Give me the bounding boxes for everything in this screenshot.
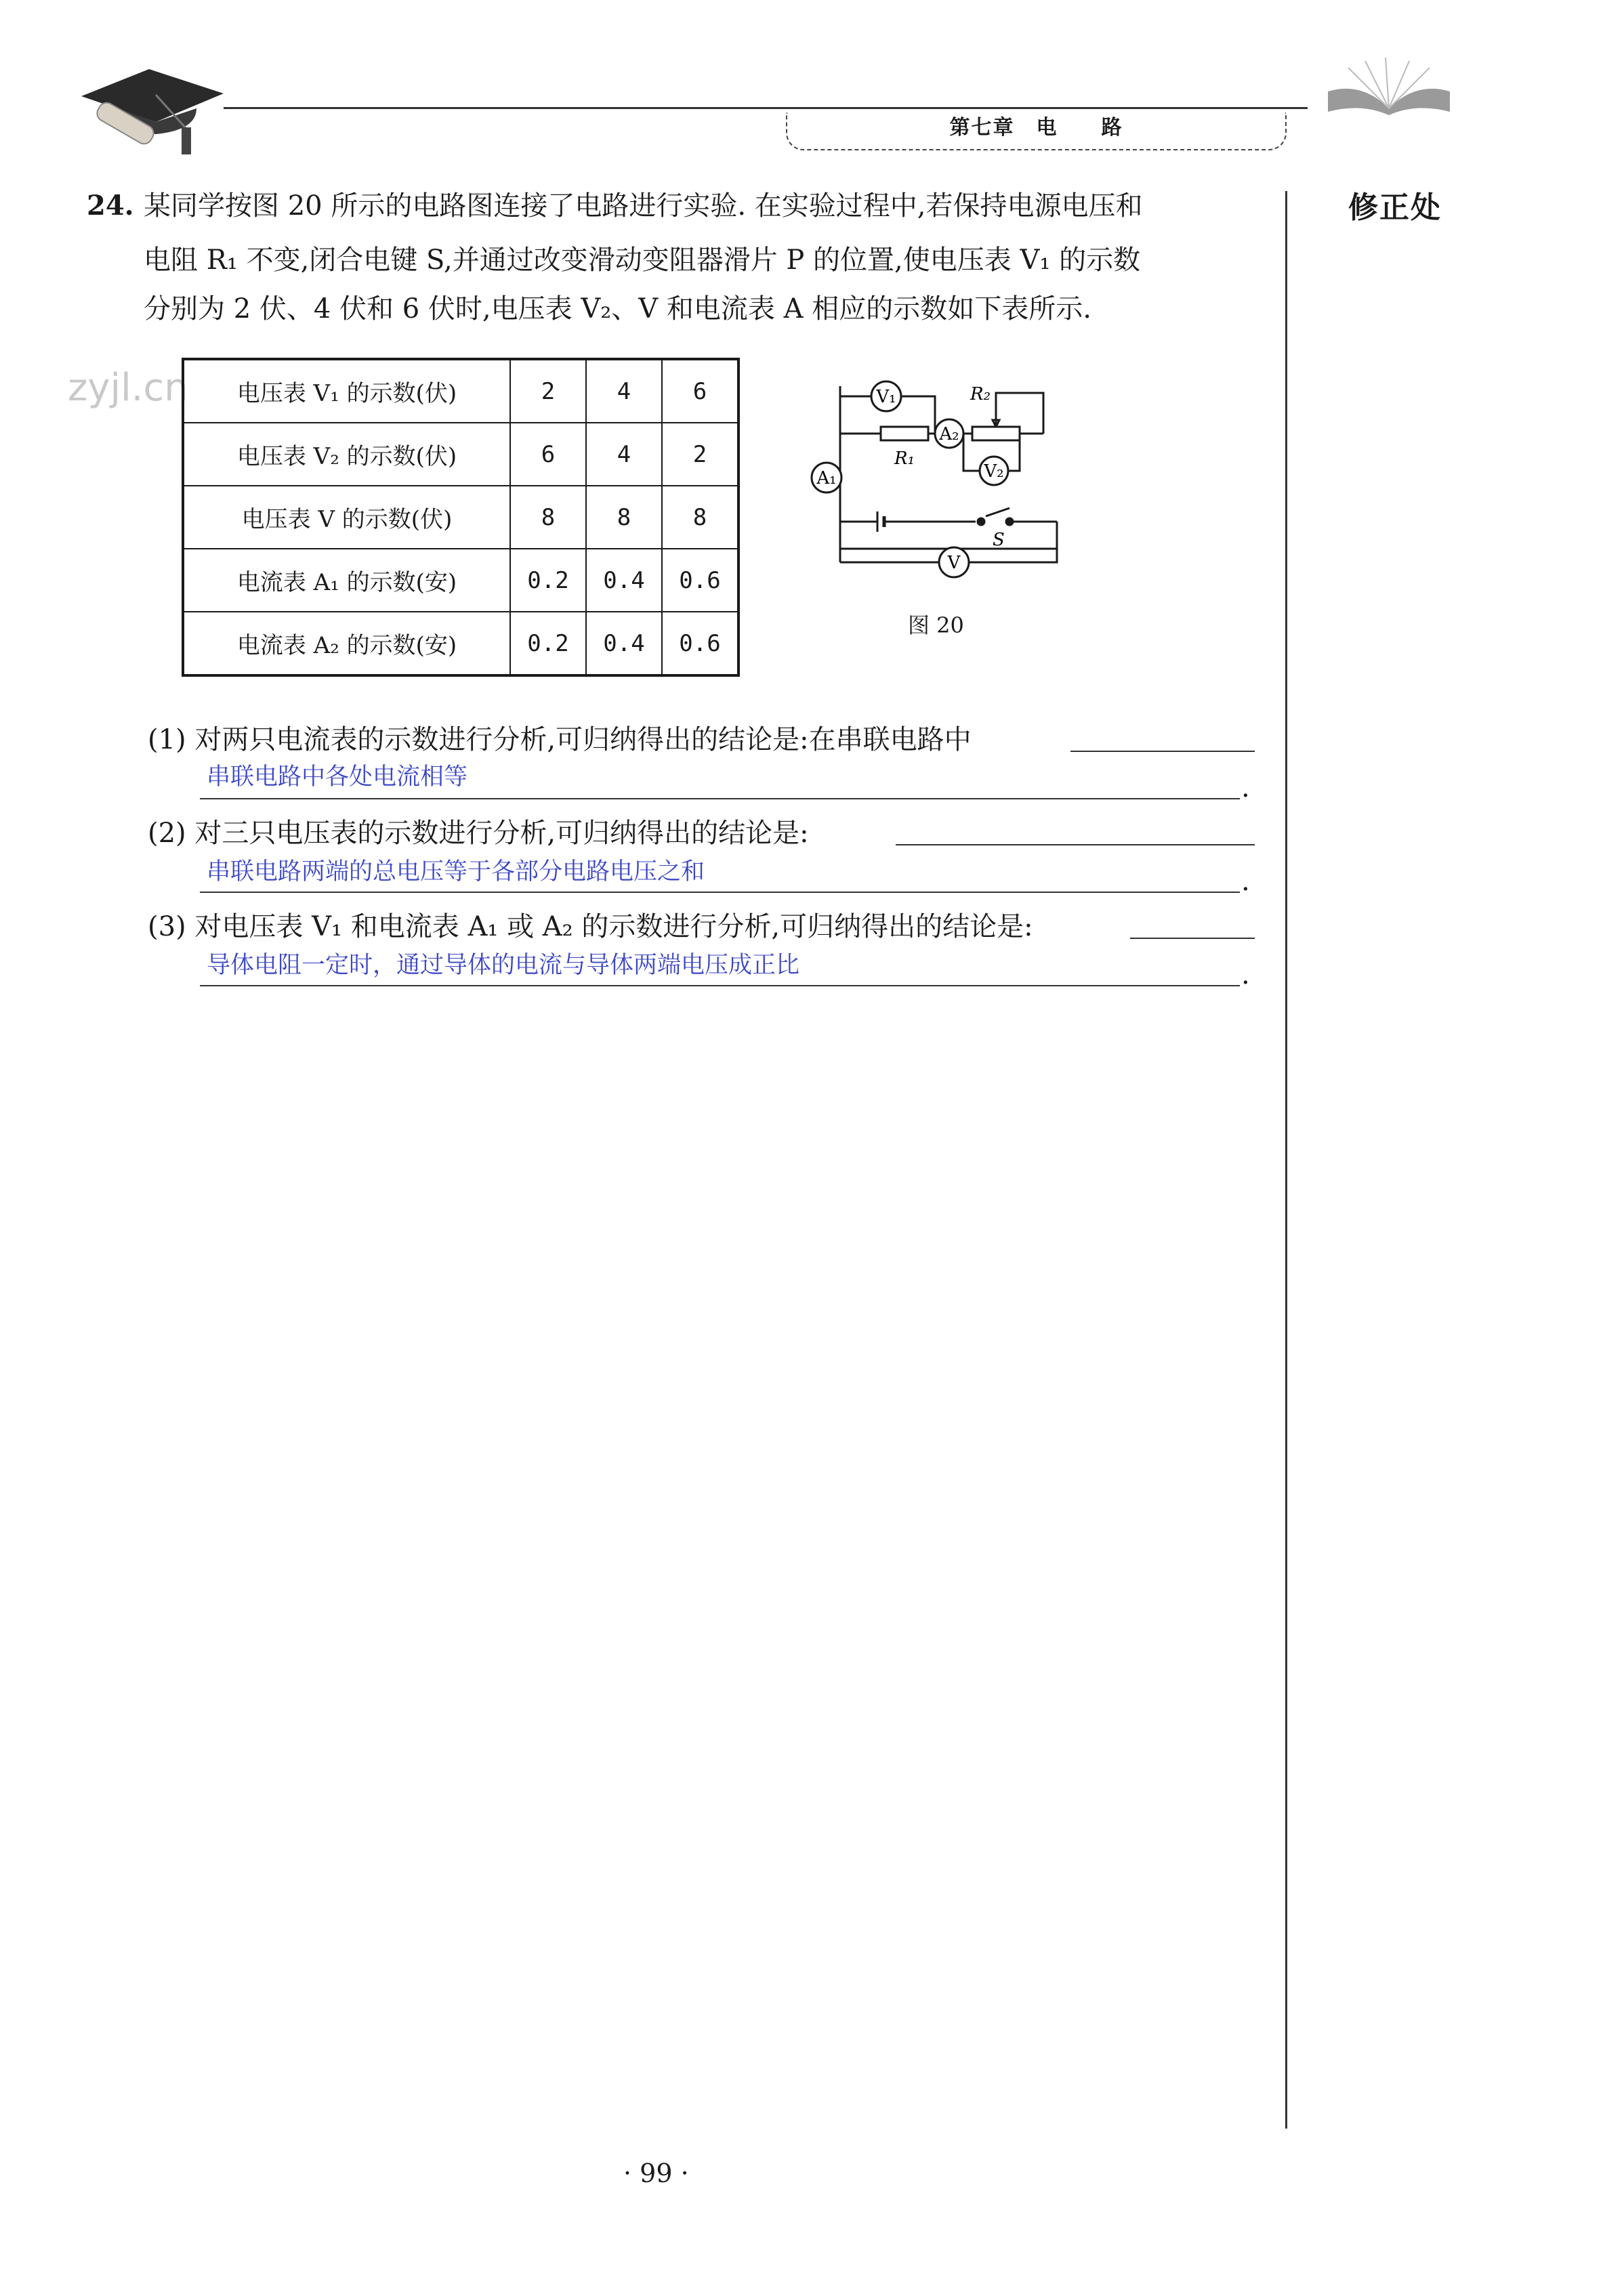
table-cell: 4 [586, 359, 662, 423]
handwritten-answer: 串联电路中各处电流相等 [207, 763, 468, 791]
r2-label: R₂ [970, 384, 991, 404]
answer-blank [896, 844, 1255, 845]
table-cell: 6 [662, 359, 738, 423]
row-label: 电压表 V₂ 的示数(伏) [183, 423, 510, 486]
subquestion-prompt: (1) 对两只电流表的示数进行分析,可归纳得出的结论是:在串联电路中 [148, 724, 972, 755]
subquestion-prompt: (2) 对三只电压表的示数进行分析,可归纳得出的结论是: [148, 818, 809, 849]
question-text-line: 分别为 2 伏、4 伏和 6 伏时,电压表 V₂、V 和电流表 A 相应的示数如下表所示. [144, 293, 1091, 324]
answer-blank [1070, 751, 1255, 752]
page-number: · 99 · [623, 2158, 689, 2188]
handwritten-answer: 串联电路两端的总电压等于各部分电路电压之和 [207, 858, 705, 885]
r1-label: R₁ [894, 448, 915, 469]
header-rule [224, 107, 1308, 109]
table-row [183, 549, 738, 612]
answer-blank [200, 892, 1240, 893]
table-cell: 2 [662, 423, 738, 486]
question-number: 24. [87, 190, 134, 222]
margin-divider [1285, 191, 1287, 2129]
switch-label: S [993, 530, 1005, 550]
chapter-title: 第七章 电 路 [786, 112, 1287, 150]
table-cell: 6 [510, 423, 586, 486]
end-period: . [1241, 772, 1250, 803]
table-cell: 0.6 [662, 549, 738, 612]
row-label: 电压表 V₁ 的示数(伏) [183, 359, 510, 423]
open-book-icon [1321, 54, 1457, 115]
answer-blank [200, 985, 1240, 986]
subquestion-prompt: (3) 对电压表 V₁ 和电流表 A₁ 或 A₂ 的示数进行分析,可归纳得出的结论是: [148, 911, 1033, 942]
question-text-line: 某同学按图 20 所示的电路图连接了电路进行实验. 在实验过程中,若保持电源电压和 [144, 190, 1143, 222]
v2-label: V₂ [984, 461, 1004, 482]
table-cell: 0.2 [510, 612, 586, 675]
row-label: 电流表 A₁ 的示数(安) [183, 549, 510, 612]
question-text-line: 电阻 R₁ 不变,闭合电键 S,并通过改变滑动变阻器滑片 P 的位置,使电压表 V₁ 的示数 [144, 245, 1141, 276]
table-cell: 0.4 [586, 612, 662, 675]
v1-label: V₁ [876, 387, 896, 407]
table-cell: 0.2 [510, 549, 586, 612]
a2-label: A₂ [939, 424, 959, 444]
table-cell: 0.6 [662, 612, 738, 675]
end-period: . [1241, 866, 1250, 897]
row-label: 电流表 A₂ 的示数(安) [183, 612, 510, 675]
a1-label: A₁ [816, 468, 837, 488]
figure-caption: 图 20 [908, 612, 964, 638]
table-row [183, 612, 738, 675]
table-cell: 8 [510, 486, 586, 549]
row-label: 电压表 V 的示数(伏) [183, 486, 510, 549]
end-period: . [1241, 959, 1250, 990]
table-row [183, 486, 738, 549]
correction-margin-label: 修正处 [1348, 190, 1442, 225]
watermark: zyjl.cn [68, 366, 188, 410]
graduation-cap-icon [68, 54, 230, 163]
v-label: V [947, 553, 961, 573]
handwritten-answer: 导体电阻一定时，通过导体的电流与导体两端电压成正比 [207, 952, 800, 979]
table-row [183, 359, 738, 423]
table-cell: 2 [510, 359, 586, 423]
table-cell: 4 [586, 423, 662, 486]
table-cell: 8 [586, 486, 662, 549]
answer-blank [200, 798, 1240, 799]
data-table [182, 358, 740, 677]
table-cell: 8 [662, 486, 738, 549]
table-cell: 0.4 [586, 549, 662, 612]
table-row [183, 423, 738, 486]
answer-blank [1130, 938, 1255, 939]
circuit-diagram [806, 366, 1077, 583]
